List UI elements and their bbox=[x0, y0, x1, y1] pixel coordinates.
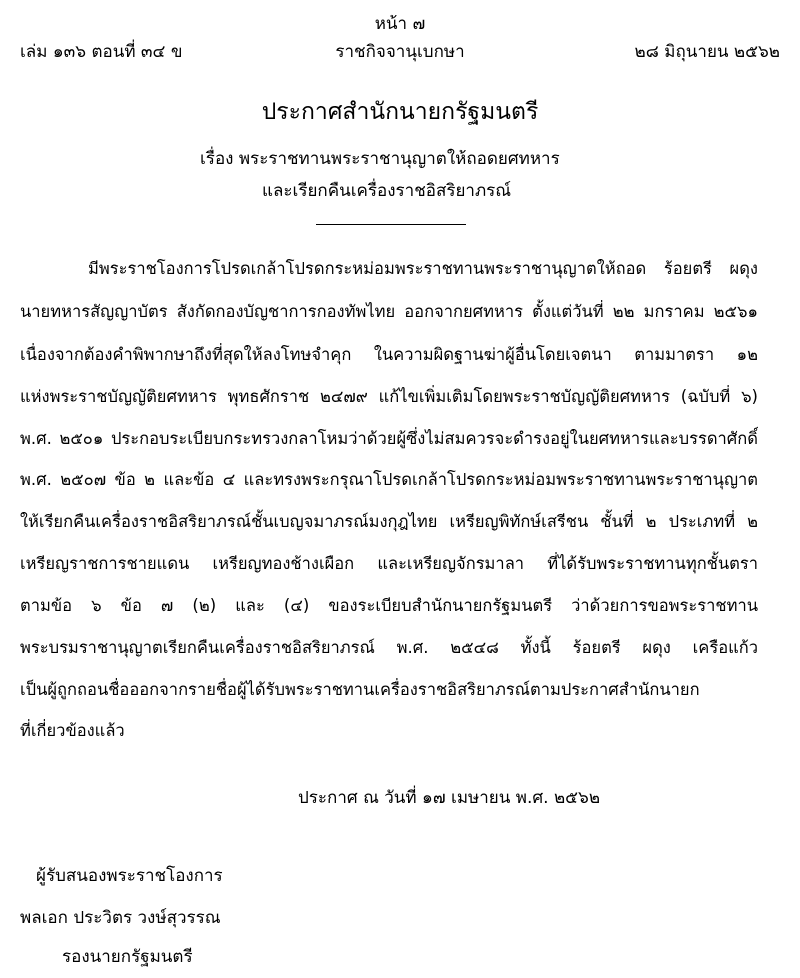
body-line: มีพระราชโองการโปรดเกล้าโปรดกระหม่อมพระราชทานพระราชานุญาตให้ถอด ร้อยตรี ผดุง bbox=[88, 259, 758, 278]
volume-issue: เล่ม ๑๓๖ ตอนที่ ๓๔ ข bbox=[20, 42, 183, 62]
announcement-date: ประกาศ ณ วันที่ ๑๗ เมษายน พ.ศ. ๒๕๖๒ bbox=[298, 788, 601, 808]
body-line: พ.ศ. ๒๕๐๗ ข้อ ๒ และข้อ ๔ และทรงพระกรุณาโปรดเกล้าโปรดกระหม่อมพระราชทานพระราชานุญาต bbox=[20, 470, 758, 489]
body-line: แห่งพระราชบัญญัติยศทหาร พุทธศักราช ๒๔๗๙ แก้ไขเพิ่มเติมโดยพระราชบัญญัติยศทหาร (ฉบับที่ ๖) bbox=[20, 387, 758, 406]
signatory-position: รองนายกรัฐมนตรี bbox=[62, 947, 193, 967]
countersign-label: ผู้รับสนองพระราชโองการ bbox=[36, 866, 223, 886]
signatory-name: พลเอก ประวิตร วงษ์สุวรรณ bbox=[20, 908, 221, 928]
publication-name: ราชกิจจานุเบกษา bbox=[335, 42, 465, 62]
document-title: ประกาศสำนักนายกรัฐมนตรี bbox=[261, 99, 539, 125]
subject-line-1: เรื่อง พระราชทานพระราชานุญาตให้ถอดยศทหาร bbox=[200, 149, 560, 169]
body-line: ที่เกี่ยวข้องแล้ว bbox=[20, 721, 125, 740]
page-number: หน้า ๗ bbox=[374, 14, 426, 34]
body-line: เนื่องจากต้องคำพิพากษาถึงที่สุดให้ลงโทษจำคุก ในความผิดฐานฆ่าผู้อื่นโดยเจตนา ตามมาตรา ๑๒ bbox=[20, 345, 758, 364]
body-line: ตามข้อ ๖ ข้อ ๗ (๒) และ (๔) ของระเบียบสำนักนายกรัฐมนตรี ว่าด้วยการขอพระราชทาน bbox=[20, 596, 758, 615]
subject-line-2: และเรียกคืนเครื่องราชอิสริยาภรณ์ bbox=[262, 181, 512, 201]
body-line: พระบรมราชานุญาตเรียกคืนเครื่องราชอิสริยาภรณ์ พ.ศ. ๒๕๔๘ ทั้งนี้ ร้อยตรี ผดุง เครือแก้ว bbox=[20, 638, 758, 657]
title-divider bbox=[316, 224, 466, 225]
body-line: เหรียญราชการชายแดน เหรียญทองช้างเผือก และเหรียญจักรมาลา ที่ได้รับพระราชทานทุกชั้นตรา bbox=[20, 554, 758, 573]
body-line: พ.ศ. ๒๕๐๑ ประกอบระเบียบกระทรวงกลาโหมว่าด้วยผู้ซึ่งไม่สมควรจะดำรงอยู่ในยศทหารและบรรดาศักดิ์ bbox=[20, 429, 758, 448]
body-line: เป็นผู้ถูกถอนชื่อออกจากรายชื่อผู้ได้รับพระราชทานเครื่องราชอิสริยาภรณ์ตามประกาศสำนักนายก bbox=[20, 680, 700, 699]
publication-date: ๒๘ มิถุนายน ๒๕๖๒ bbox=[634, 42, 780, 62]
body-line: นายทหารสัญญาบัตร สังกัดกองบัญชาการกองทัพไทย ออกจากยศทหาร ตั้งแต่วันที่ ๒๒ มกราคม ๒๕๖๑ bbox=[20, 302, 758, 321]
body-line: ให้เรียกคืนเครื่องราชอิสริยาภรณ์ชั้นเบญจมาภรณ์มงกุฎไทย เหรียญพิทักษ์เสรีชน ชั้นที่ ๒ ประเภทที่ ๒ bbox=[20, 512, 758, 531]
